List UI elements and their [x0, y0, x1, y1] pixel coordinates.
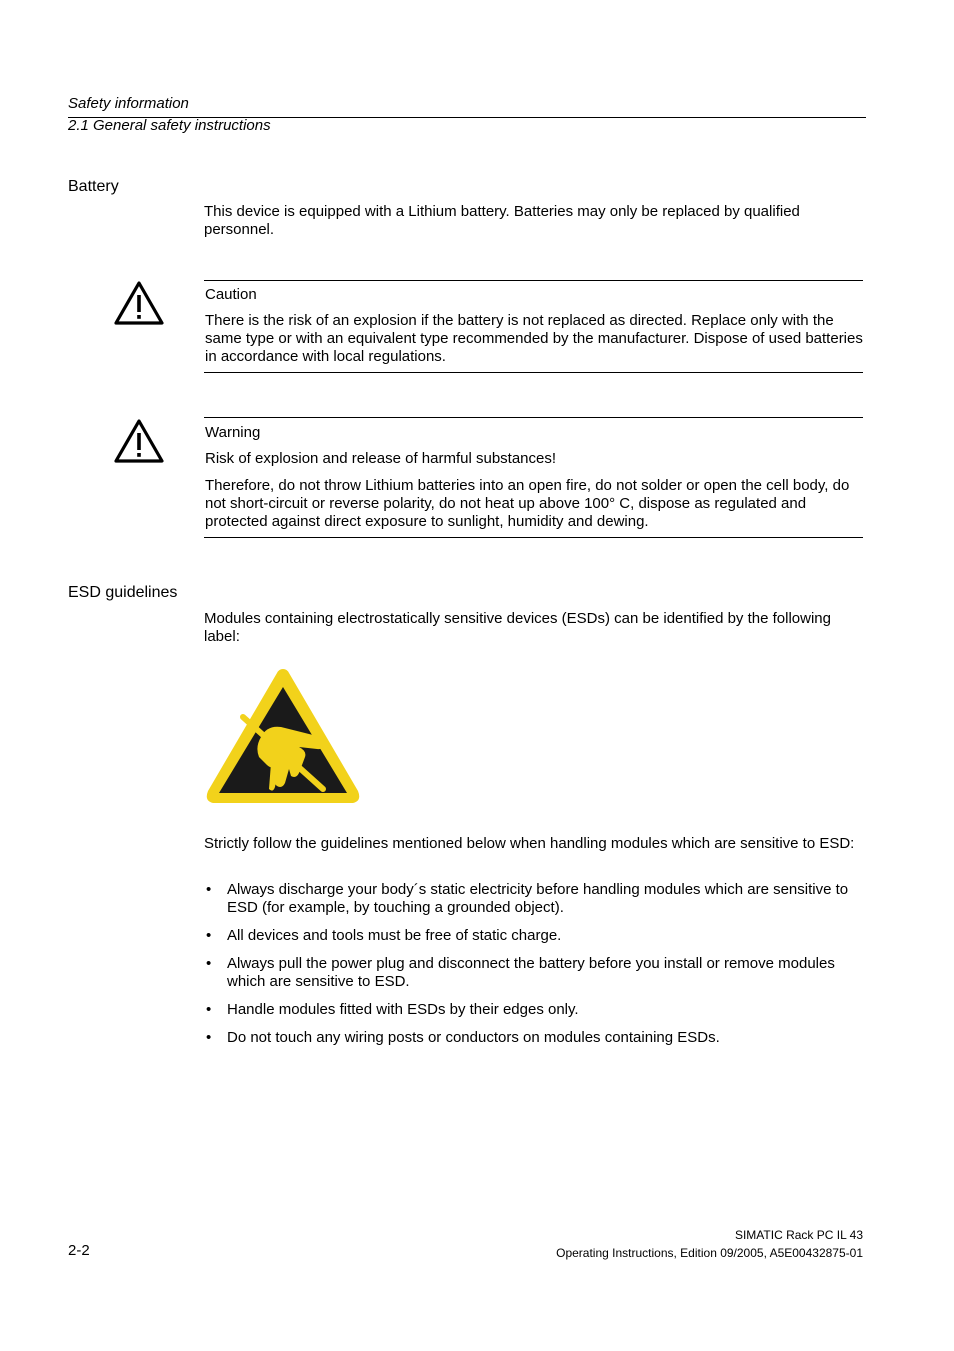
list-item: [204, 1029, 864, 1047]
warning-text-1: Risk of explosion and release of harmful substances!: [205, 450, 557, 467]
warning-title: Warning: [205, 424, 261, 441]
header-section: 2.1 General safety instructions: [68, 117, 271, 134]
esd-intro: Modules containing electrostatically sensitive devices (ESDs) can be identified by the following label:: [204, 610, 831, 645]
footer-product: SIMATIC Rack PC IL 43: [734, 1228, 863, 1242]
warning-bottom-rule: [204, 537, 863, 538]
header-chapter: Safety information: [68, 95, 189, 112]
bullet-icon: •: [206, 1001, 212, 1018]
footer-edition: Operating Instructions, Edition 09/2005, A5E00432875-01: [556, 1246, 863, 1260]
bullet-text: Always discharge your body´s static electricity before handling modules which are sensitive to ESD (for example, by touching a grounded object).: [227, 881, 849, 916]
bullet-text: Do not touch any wiring posts or conductors on modules containing ESDs.: [227, 1029, 720, 1046]
esd-guidelines-intro: Strictly follow the guidelines mentioned below when handling modules which are sensitive to ESD:: [204, 835, 855, 852]
page-number: 2-2: [68, 1242, 90, 1259]
bullet-icon: •: [206, 927, 212, 944]
bullet-text: All devices and tools must be free of static charge.: [227, 927, 562, 944]
warning-triangle-icon: [113, 418, 165, 464]
caution-bottom-rule: [204, 372, 863, 373]
list-item: [204, 1001, 864, 1019]
bullet-icon: •: [206, 955, 212, 972]
warning-top-rule: [204, 417, 863, 418]
battery-intro: This device is equipped with a Lithium battery. Batteries may only be replaced by qualified personnel.: [204, 203, 800, 238]
esd-heading: ESD guidelines: [68, 584, 178, 601]
caution-top-rule: [204, 280, 863, 281]
caution-triangle-icon: [113, 280, 165, 326]
bullet-text: Handle modules fitted with ESDs by their edges only.: [227, 1001, 579, 1018]
esd-bullet-list: [204, 881, 864, 1057]
battery-heading: Battery: [68, 178, 119, 195]
esd-warning-icon: [203, 665, 363, 807]
bullet-icon: •: [206, 881, 212, 898]
warning-text-2: Therefore, do not throw Lithium batteries into an open fire, do not solder or open the cell body, do not short-circuit or reverse polarity, do not heat up above 100° C, dispose as regulated and protected against direct exposure to sunlight, humidity and dewing.: [205, 477, 850, 530]
list-item: [204, 927, 864, 945]
caution-title: Caution: [205, 286, 257, 303]
bullet-text: Always pull the power plug and disconnect the battery before you install or remove modules which are sensitive to ESD.: [227, 955, 835, 990]
list-item: [204, 881, 864, 917]
list-item: [204, 955, 864, 991]
caution-text: There is the risk of an explosion if the battery is not replaced as directed. Replace only with the same type or with an equivalent type recommended by the manufacturer. Dispose of used batteries in accordance with local regulations.: [205, 312, 863, 365]
bullet-icon: •: [206, 1029, 212, 1046]
